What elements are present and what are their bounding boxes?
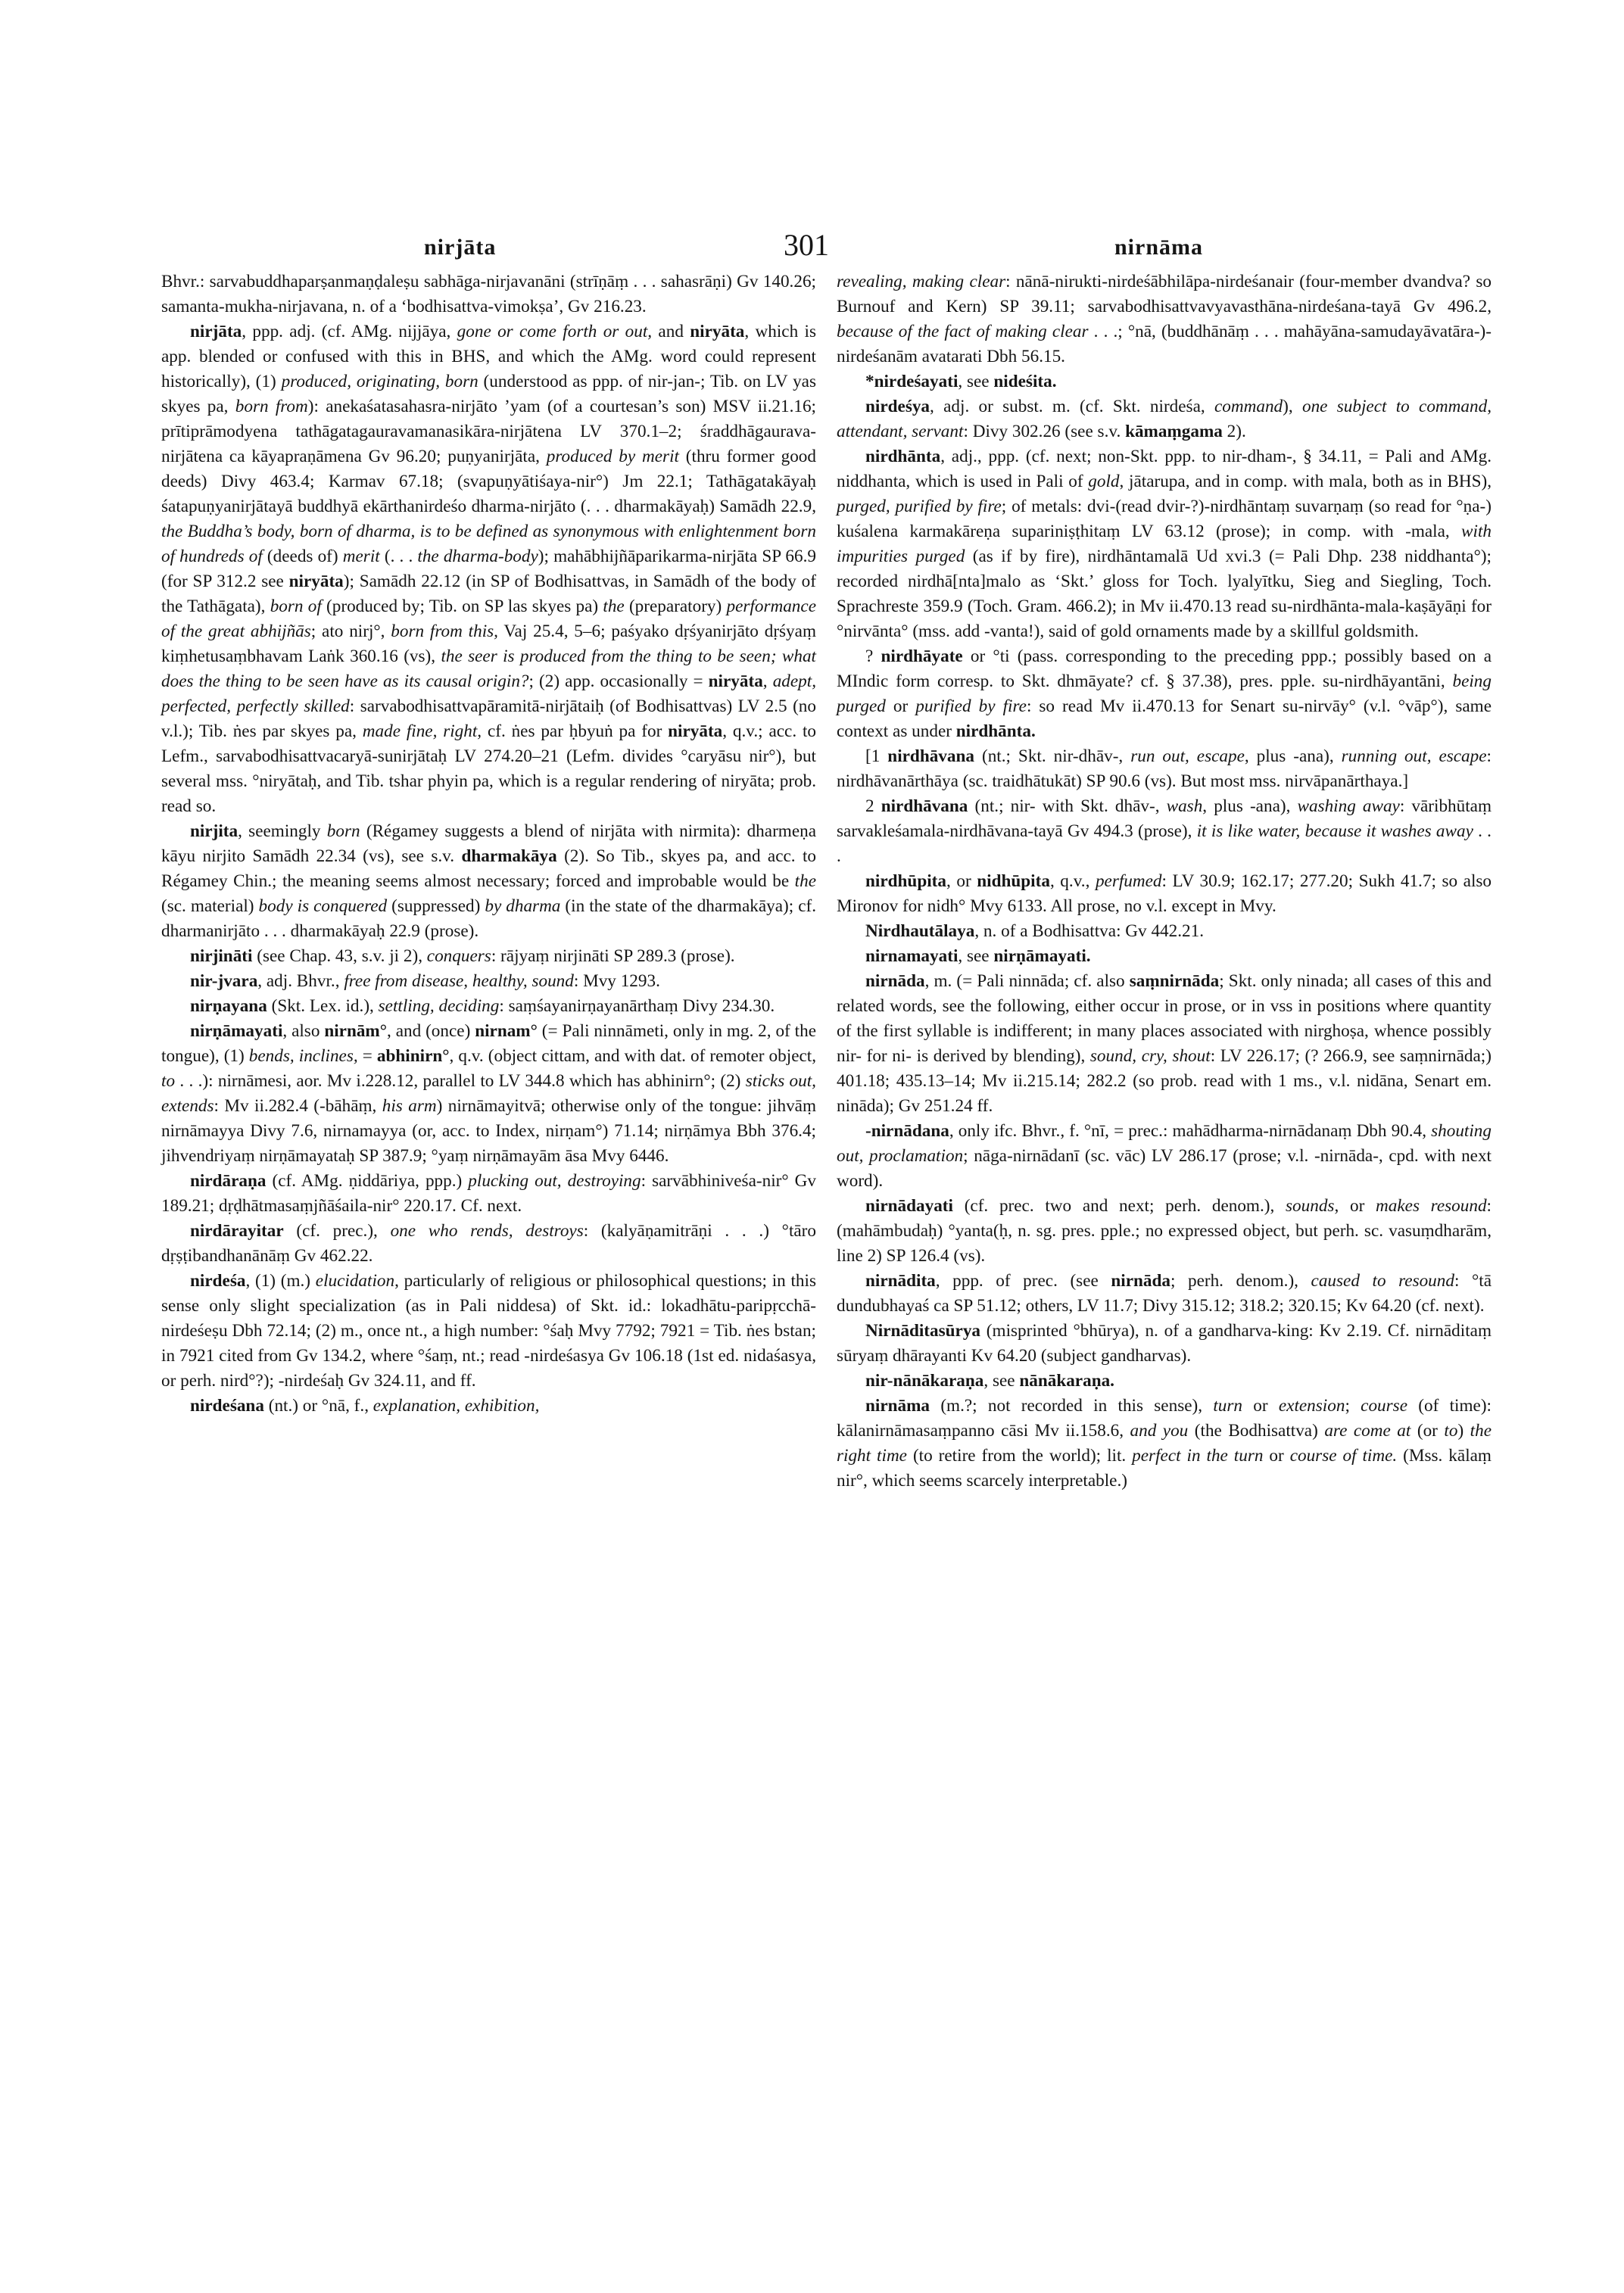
entry-text: . . .): nirnāmesi, aor. Mv i.228.12, parallel to LV 344.8 which has abhinirn°; (2) <box>175 1071 746 1091</box>
entry-term: nirṇayana <box>190 996 267 1016</box>
entry-gloss: to <box>161 1071 176 1091</box>
dictionary-entry <box>837 644 1492 744</box>
left-column <box>161 269 816 1419</box>
entry-text: , see <box>983 1371 1020 1391</box>
entry-gloss: conquers <box>426 946 491 966</box>
entry-term: nideśita. <box>993 372 1057 391</box>
entry-gloss: course <box>1361 1396 1407 1416</box>
entry-text: : (kalyāṇamitrāṇi . . .) °tāro dṛṣṭibandhanānāṃ Gv 462.22. <box>161 1221 816 1266</box>
entry-term: niryāta <box>668 721 723 741</box>
entry-text: (thru former good deeds) Divy 463.4; Karmav 67.18; (svapuṇyātiśaya-nir°) Jm 22.1; Tathāgatakāyaḥ śatapuṇyanirjātayā buddhyā ekārthanirdeśo dharma-nirjāto (. . . dharmakāyaḥ) Samādh 22.9, <box>161 447 816 516</box>
entry-term: nirdhānta. <box>955 721 1036 741</box>
dictionary-entry <box>837 1119 1492 1194</box>
dictionary-entry <box>837 1194 1492 1269</box>
entry-gloss: with impurities purged <box>837 522 1492 566</box>
dictionary-entry <box>161 819 816 944</box>
entry-term: nirdhāvana <box>887 746 974 766</box>
entry-gloss: born of <box>270 597 322 616</box>
entry-text: (deeds of) <box>262 547 343 566</box>
entry-text: , only ifc. Bhvr., f. °nī, = prec.: mahādharma-nirnādanaṃ Dbh 90.4, <box>949 1121 1432 1141</box>
entry-term: nirṇāmayati <box>190 1021 283 1041</box>
entry-text: (in the state of the dharmakāya); cf. dharmanirjāto . . . dharmakāyaḥ 22.9 (prose). <box>161 896 817 941</box>
entry-gloss: purged, purified by fire <box>837 497 1002 516</box>
entry-text: , q.v. (object cittam, and with dat. of remoter object, <box>449 1046 817 1066</box>
entry-term: nirdhānta <box>865 447 941 466</box>
entry-text: (sc. material) <box>161 896 259 916</box>
entry-text: : (mahāmbudaḥ) °yanta(ḥ, n. sg. pres. pple.; no expressed object, but perh. sc. vasuṃdharām, line 2) SP 126.4 (vs). <box>837 1196 1492 1266</box>
dictionary-entry <box>161 944 816 969</box>
entry-text: (nt.; Skt. nir-dhāv-, <box>974 746 1131 766</box>
entry-text: cf. ṅes par ḥbyuṅ pa for <box>482 721 669 741</box>
entry-gloss: bends, inclines, <box>248 1046 358 1066</box>
entry-term: saṃnirnāda <box>1129 971 1220 991</box>
entry-gloss: makes resound <box>1376 1196 1487 1216</box>
entry-term: nirdhāyate <box>881 646 963 666</box>
entry-text: , see <box>958 946 994 966</box>
entry-gloss: sounds <box>1286 1196 1335 1216</box>
entry-text: (nt.; nir- with Skt. dhāv-, <box>968 796 1167 816</box>
right-running-headword: nirnāma <box>1114 235 1204 260</box>
entry-text: , ppp. of prec. (see <box>935 1271 1111 1291</box>
entry-text: (as if by fire), nirdhāntamalā Ud xvi.3 (= Pali Dhp. 238 niddhanta°); recorded nirdhā[nta]malo as ‘Skt.’ gloss for Toch. lyalyītku, Sieg and Siegling, Toch. Sprachreste 359.9 (Toch. Gram. 466.2); in Mv ii.470.13 read su-nirdhānta-mala-kaṣāyāṇi for °nirvānta° (mss. add -vanta!), said of gold ornaments made by a skillful goldsmith. <box>837 547 1492 641</box>
entry-text: 2). <box>1222 422 1246 441</box>
entry-text: : rājyaṃ nirjināti SP 289.3 (prose). <box>491 946 735 966</box>
entry-text: (of time): kālanirnāmasaṃpanno cāsi Mv ii.158.6, <box>837 1396 1492 1441</box>
entry-text: = <box>357 1046 377 1066</box>
entry-gloss: adept, perfected, perfectly skilled <box>161 671 816 716</box>
entry-text: (to retire from the world); lit. <box>906 1446 1133 1466</box>
entry-text: ; (2) app. occasionally = <box>528 671 709 691</box>
entry-text: , plus -ana), <box>1244 746 1342 766</box>
dictionary-entry <box>161 1269 816 1394</box>
entry-text: , see <box>958 372 994 391</box>
entry-term: kāmaṃgama <box>1125 422 1223 441</box>
entry-text: (or <box>1410 1421 1445 1441</box>
entry-gloss: running out, escape <box>1341 746 1487 766</box>
entry-text: , or <box>1334 1196 1376 1216</box>
entry-gloss: turn <box>1213 1396 1242 1416</box>
entry-text: (Régamey suggests a blend of nirjāta with nirmita): dharmeṇa kāyu nirjito Samādh 22.34 (vs), see s.v. <box>161 821 816 866</box>
entry-term: nirdeśa <box>190 1271 246 1291</box>
entry-gloss: the Buddha’s body, born of dharma, is to be defined as synonymous with enlightenment born of hundreds of <box>161 522 816 566</box>
entry-text: ? <box>865 646 881 666</box>
entry-gloss: the seer is produced from the thing to be seen; what does the thing to be seen have as its causal origin? <box>161 646 816 691</box>
entry-text: ; of metals: dvi-(read dvir-?)-nirdhāntaṃ suvarṇaṃ (so read for °ṇa-) kuśalena karmakāreṇa supariniṣṭhitaṃ LV 63.12 (prose); in comp. with -mala, <box>837 497 1492 541</box>
entry-gloss: his arm <box>382 1096 437 1116</box>
entry-text: Bhvr.: sarvabuddhaparṣanmaṇḍaleṣu sabhāga-nirjavanāni (strīṇāṃ . . . sahasrāṇi) Gv 140.26; samanta-mukha-nirjavana, n. of a ‘bodhisattva-vimokṣa’, Gv 216.23. <box>161 272 816 316</box>
entry-text: : Mv ii.282.4 (-bāhāṃ, <box>214 1096 382 1116</box>
dictionary-entry <box>161 1019 816 1169</box>
entry-text: , <box>762 671 773 691</box>
entry-text: (Mss. kālaṃ nir°, which seems scarcely interpretable.) <box>837 1446 1492 1491</box>
entry-text: , n. of a Bodhisattva: Gv 442.21. <box>974 921 1205 941</box>
entry-text: : sarvābhiniveśa-nir° Gv 189.21; dṛḍhātmasaṃjñāśaila-nir° 220.17. Cf. next. <box>161 1171 816 1216</box>
entry-text: , or <box>946 871 977 891</box>
entry-gloss: one who rends, destroys <box>390 1221 584 1241</box>
entry-gloss: being purged <box>837 671 1492 716</box>
entry-term: Nirnāditasūrya <box>865 1321 981 1341</box>
entry-term: nirdārayitar <box>190 1221 284 1241</box>
entry-term: nirnamayati <box>865 946 959 966</box>
entry-term: nirnāda <box>1111 1271 1170 1291</box>
entry-text: , q.v., <box>1049 871 1096 891</box>
dictionary-entry <box>837 1319 1492 1369</box>
entry-text: (Skt. Lex. id.), <box>267 996 379 1016</box>
dictionary-entry <box>837 1369 1492 1394</box>
entry-term: nirṇāmayati. <box>993 946 1091 966</box>
entry-term: niryāta <box>288 572 344 591</box>
entry-text: (cf. AMg. ṇiddāriya, ppp.) <box>266 1171 469 1191</box>
dictionary-entry <box>161 1219 816 1269</box>
entry-text: : nirdhāvanārthāya (sc. traidhātukāt) SP 90.6 (vs). But most mss. nirvāpanārthaya.] <box>837 746 1492 791</box>
entry-gloss: merit <box>342 547 380 566</box>
dictionary-entry <box>837 1269 1492 1319</box>
entry-gloss: caused to resound <box>1311 1271 1454 1291</box>
entry-text: or <box>1242 1396 1279 1416</box>
entry-gloss: purified by fire <box>915 696 1027 716</box>
entry-text: . . . <box>837 821 1492 866</box>
entry-text: : sarvabodhisattvapāramitā-nirjātaiḥ (of Bodhisattvas) LV 2.5 (no v.l.); Tib. ṅes par skyes pa, <box>161 696 816 741</box>
entry-term: nānākaraṇa. <box>1019 1371 1114 1391</box>
entry-gloss: the dharma-body <box>417 547 538 566</box>
entry-term: nirdhūpita <box>865 871 946 891</box>
entry-text: : vāribhūtaṃ sarvakleśamala-nirdhāvana-tayā Gv 494.3 (prose), <box>837 796 1492 841</box>
entry-term: nirjināti <box>190 946 253 966</box>
entry-gloss: born from this, <box>391 622 498 641</box>
entry-gloss: and you <box>1130 1421 1189 1441</box>
dictionary-entry <box>837 919 1492 944</box>
entry-gloss: born <box>326 821 360 841</box>
entry-text: and <box>652 322 690 341</box>
entry-text: ; perh. denom.), <box>1170 1271 1311 1291</box>
right-column <box>837 269 1492 1494</box>
entry-text: : LV 30.9; 162.17; 277.20; Sukh 41.7; so also Mironov for nidh° Mvy 6133. All prose, no v.l. except in Mvy. <box>837 871 1492 916</box>
entry-text: ), <box>1283 397 1302 416</box>
entry-gloss: plucking out, destroying <box>468 1171 641 1191</box>
entry-gloss: because of the fact of making clear <box>837 322 1089 341</box>
entry-text: ) nirnāmayitvā; otherwise only of the tongue: jihvāṃ nirnāmayya Divy 7.6, nirnamayya (or, acc. to Index, nirṇam°) 71.14; nirṇāmya Bbh 376.4; jihvendriyaṃ nirṇāmayataḥ SP 387.9; °yaṃ nirṇāmayām āsa Mvy 6446. <box>161 1096 816 1166</box>
entry-text: : saṃśayanirṇayanārthaṃ Divy 234.30. <box>499 996 775 1016</box>
entry-gloss: perfect in the turn <box>1132 1446 1264 1466</box>
entry-gloss: one subject to command, attendant, servant <box>837 397 1492 441</box>
entry-gloss: by dharma <box>485 896 561 916</box>
entry-text: ; nāga-nirnādanī (sc. vāc) LV 286.17 (prose; v.l. -nirnāda-, cpd. with next word). <box>837 1146 1492 1191</box>
entry-gloss: washing away <box>1297 796 1400 816</box>
entry-text: 2 <box>865 796 881 816</box>
entry-text: ) <box>1457 1421 1470 1441</box>
entry-text: , adj., ppp. (cf. next; non-Skt. ppp. to nir-dham-, § 34.11, = Pali and AMg. niddhanta, which is used in Pali of <box>837 447 1492 491</box>
entry-gloss: performance of the great abhijñās <box>161 597 816 641</box>
entry-gloss: wash <box>1166 796 1203 816</box>
entry-text: [1 <box>865 746 888 766</box>
entry-gloss: course of time. <box>1289 1446 1398 1466</box>
entry-text: , particularly of religious or philosophical questions; in this sense only slight specialization (as in Pali niddesa) of Skt. id.: lokadhātu-paripṛcchā-nirdeśeṣu Dbh 72.14; (2) m., once nt., a high number: °śaḥ Mvy 7792; 7921 = Tib. ṅes bstan; in 7921 cited from Gv 134.2, where °śaṃ, nt.; read -nirdeśasya Gv 106.18 (1st ed. nidaśasya, or perh. nird°?); -nirdeśaḥ Gv 324.11, and ff. <box>161 1271 816 1391</box>
entry-term: nirdhāvana <box>881 796 968 816</box>
entry-text: (. . . <box>379 547 418 566</box>
entry-term: nidhūpita <box>977 871 1050 891</box>
entry-term: nirdāraṇa <box>190 1171 267 1191</box>
entry-gloss: the right time <box>837 1421 1492 1466</box>
dictionary-entry <box>837 969 1492 1119</box>
dictionary-entry <box>161 269 816 319</box>
entry-gloss: made fine, right, <box>362 721 482 741</box>
entry-text: Vaj 25.4, 5–6; paśyako dṛśyanirjāto dṛśyaṃ kiṃhetusaṃbhavam Laṅk 360.16 (vs), <box>161 622 816 666</box>
entry-gloss: settling, deciding <box>378 996 500 1016</box>
entry-text: , plus -ana), <box>1202 796 1298 816</box>
entry-text: : °tā dundubhayaś ca SP 51.12; others, LV 11.7; Divy 315.12; 318.2; 320.15; Kv 64.20 (cf. next). <box>837 1271 1492 1316</box>
entry-text: , which is app. blended or confused with this in BHS, and which the AMg. word could represent historically), (1) <box>161 322 816 391</box>
entry-term: abhinirn° <box>376 1046 450 1066</box>
dictionary-entry <box>837 794 1492 869</box>
page-number: 301 <box>784 228 829 262</box>
entry-gloss: gold <box>1088 472 1120 491</box>
entry-term: nirjāta <box>190 322 242 341</box>
entry-text: ; <box>1345 1396 1361 1416</box>
entry-term: niryāta <box>708 671 763 691</box>
entry-term: nir-nānākaraṇa <box>865 1371 984 1391</box>
entry-gloss: the <box>603 597 625 616</box>
entry-term: niryāta <box>690 322 745 341</box>
entry-text: , ppp. adj. (cf. AMg. nijjāya, <box>242 322 457 341</box>
entry-gloss: explanation, exhibition, <box>372 1396 540 1416</box>
entry-term: nirdeśana <box>190 1396 264 1416</box>
entry-text: , adj. Bhvr., <box>257 971 344 991</box>
entry-text: ); Samādh 22.12 (in SP of Bodhisattvas, in Samādh of the body of the Tathāgata), <box>161 572 816 616</box>
entry-term: nirnām° <box>324 1021 388 1041</box>
entry-gloss: it is like water, because it washes away <box>1196 821 1473 841</box>
entry-gloss: extension <box>1278 1396 1345 1416</box>
entry-text: (understood as ppp. of nir-jan-; Tib. on LV yas skyes pa, <box>161 372 816 416</box>
left-running-headword: nirjāta <box>424 235 497 260</box>
entry-term: nirnāma <box>865 1396 930 1416</box>
entry-text: : so read Mv ii.470.13 for Senart su-nirvāy° (v.l. °vāp°), same context as under <box>837 696 1492 741</box>
entry-gloss: gone or come forth or out, <box>457 322 653 341</box>
dictionary-entry <box>837 394 1492 444</box>
entry-text: , also <box>282 1021 325 1041</box>
entry-text: : nānā-nirukti-nirdeśābhilāpa-nirdeśanair (four-member dvandva? so Burnouf and Kern) SP 39.11; sarvabodhisattvavyavasthāna-nirdeśana-tayā Gv 496.2, <box>837 272 1492 316</box>
entry-text: (cf. prec. two and next; perh. denom.), <box>952 1196 1286 1216</box>
running-header <box>0 227 1624 273</box>
entry-text: (the Bodhisattva) <box>1188 1421 1325 1441</box>
entry-text: : Mvy 1293. <box>573 971 660 991</box>
entry-gloss: sound, cry, shout <box>1089 1046 1211 1066</box>
entry-text: (cf. prec.), <box>283 1221 391 1241</box>
entry-text: (see Chap. 43, s.v. ji 2), <box>252 946 427 966</box>
entry-text: or <box>1263 1446 1290 1466</box>
dictionary-entry <box>837 369 1492 394</box>
dictionary-entry <box>837 944 1492 969</box>
entry-term: -nirnādana <box>865 1121 949 1141</box>
entry-term: nir-jvara <box>190 971 258 991</box>
entry-gloss: command <box>1214 397 1283 416</box>
entry-gloss: perfumed <box>1095 871 1162 891</box>
dictionary-entry <box>161 1394 816 1419</box>
entry-gloss: produced by merit <box>546 447 679 466</box>
dictionary-entry <box>161 994 816 1019</box>
entry-text: (m.?; not recorded in this sense), <box>930 1396 1214 1416</box>
entry-text: ; Skt. only ninada; all cases of this and related words, see the following, either occur in prose, or in vss in positions where quantity of the first syllable is indifferent; in many places associated with nirghoṣa, whence possibly nir- for ni- is derived by blending), <box>837 971 1492 1066</box>
entry-text: ); mahābhijñāparikarma-nirjāta SP 66.9 (for SP 312.2 see <box>161 547 816 591</box>
entry-gloss: run out, escape <box>1130 746 1245 766</box>
entry-text: , adj. or subst. m. (cf. Skt. nirdeśa, <box>930 397 1214 416</box>
dictionary-entry <box>837 869 1492 919</box>
entry-text: . . .; °nā, (buddhānāṃ . . . mahāyāna-samudayāvatāra-)-nirdeśanām avatarati Dbh 56.15. <box>837 322 1492 366</box>
entry-text: , q.v.; acc. to Lefm., sarvabodhisattvacaryā-sunirjātaḥ LV 274.20–21 (Lefm. divides °caryāsu nir°), but several mss. °niryātaḥ, and Tib. tshar phyin pa, which is a regular rendering of niryāta; prob. read so. <box>161 721 816 816</box>
entry-term: nirnādita <box>865 1271 936 1291</box>
entry-gloss: to <box>1444 1421 1458 1441</box>
entry-gloss: shouting out, proclamation <box>837 1121 1492 1166</box>
entry-text: (misprinted °bhūrya), n. of a gandharva-king: Kv 2.19. Cf. nirnāditaṃ sūryaṃ dhārayanti Kv 64.20 (subject gandharvas). <box>837 1321 1492 1366</box>
entry-text: (2). So Tib., skyes pa, and acc. to Régamey Chin.; the meaning seems almost necessary; forced and improbable would be <box>161 846 816 891</box>
entry-gloss: sticks out, extends <box>161 1071 816 1116</box>
entry-gloss: elucidation <box>315 1271 395 1291</box>
dictionary-entry <box>837 444 1492 644</box>
entry-gloss: born from <box>235 397 308 416</box>
entry-text: or <box>885 696 916 716</box>
entry-gloss: revealing, making clear <box>837 272 1006 291</box>
entry-text: (preparatory) <box>624 597 727 616</box>
entry-term: *nirdeśayati <box>865 372 959 391</box>
entry-text: , seemingly <box>238 821 327 841</box>
entry-term: nirnāda <box>865 971 925 991</box>
dictionary-entry <box>837 1394 1492 1494</box>
dictionary-entry <box>837 269 1492 369</box>
entry-term: nirnādayati <box>865 1196 953 1216</box>
entry-text: (produced by; Tib. on SP las skyes pa) <box>321 597 603 616</box>
entry-text: (nt.) or °nā, f., <box>263 1396 373 1416</box>
entry-text: , jātarupa, and in comp. with mala, both as in BHS), <box>1119 472 1492 491</box>
dictionary-entry <box>161 319 816 819</box>
entry-text: ): anekaśatasahasra-nirjāto ’yam (of a courtesan’s son) MSV ii.21.16; prītiprāmodyena tathāgatagauravamanasikāra-nirjātena LV 370.1–2; śraddhāgaurava-nirjātena ca kāyapraṇāmena Gv 96.20; puṇyanirjāta, <box>161 397 816 466</box>
entry-gloss: the <box>794 871 816 891</box>
entry-text: or °ti (pass. corresponding to the preceding ppp.; possibly based on a MIndic form corresp. to Skt. dhmāyate? cf. § 37.38), pres. pple. su-nirdhāyantāni, <box>837 646 1492 691</box>
entry-gloss: body is conquered <box>258 896 388 916</box>
entry-text: , (1) (m.) <box>245 1271 316 1291</box>
entry-term: nirnam° <box>475 1021 538 1041</box>
dictionary-entry <box>161 969 816 994</box>
dictionary-entry <box>837 744 1492 794</box>
entry-text: , and (once) <box>387 1021 475 1041</box>
entry-term: nirdeśya <box>865 397 930 416</box>
entry-term: dharmakāya <box>461 846 557 866</box>
entry-gloss: are come at <box>1324 1421 1411 1441</box>
dictionary-entry <box>161 1169 816 1219</box>
entry-text: (suppressed) <box>387 896 485 916</box>
entry-gloss: produced, originating, born <box>281 372 478 391</box>
entry-text: ; ato nirj°, <box>310 622 391 641</box>
entry-text: : Divy 302.26 (see s.v. <box>963 422 1126 441</box>
entry-term: Nirdhautālaya <box>865 921 975 941</box>
entry-text: (= Pali ninnāmeti, only in mg. 2, of the tongue), (1) <box>161 1021 816 1066</box>
entry-term: nirjita <box>190 821 238 841</box>
entry-text: : LV 226.17; (? 266.9, see saṃnirnāda;) 401.18; 435.13–14; Mv ii.215.14; 282.2 (so prob. read with 1 ms., v.l. nidāna, Senart em. nināda); Gv 251.24 ff. <box>837 1046 1492 1116</box>
entry-text: , m. (= Pali ninnāda; cf. also <box>924 971 1130 991</box>
entry-gloss: free from disease, healthy, sound <box>344 971 574 991</box>
